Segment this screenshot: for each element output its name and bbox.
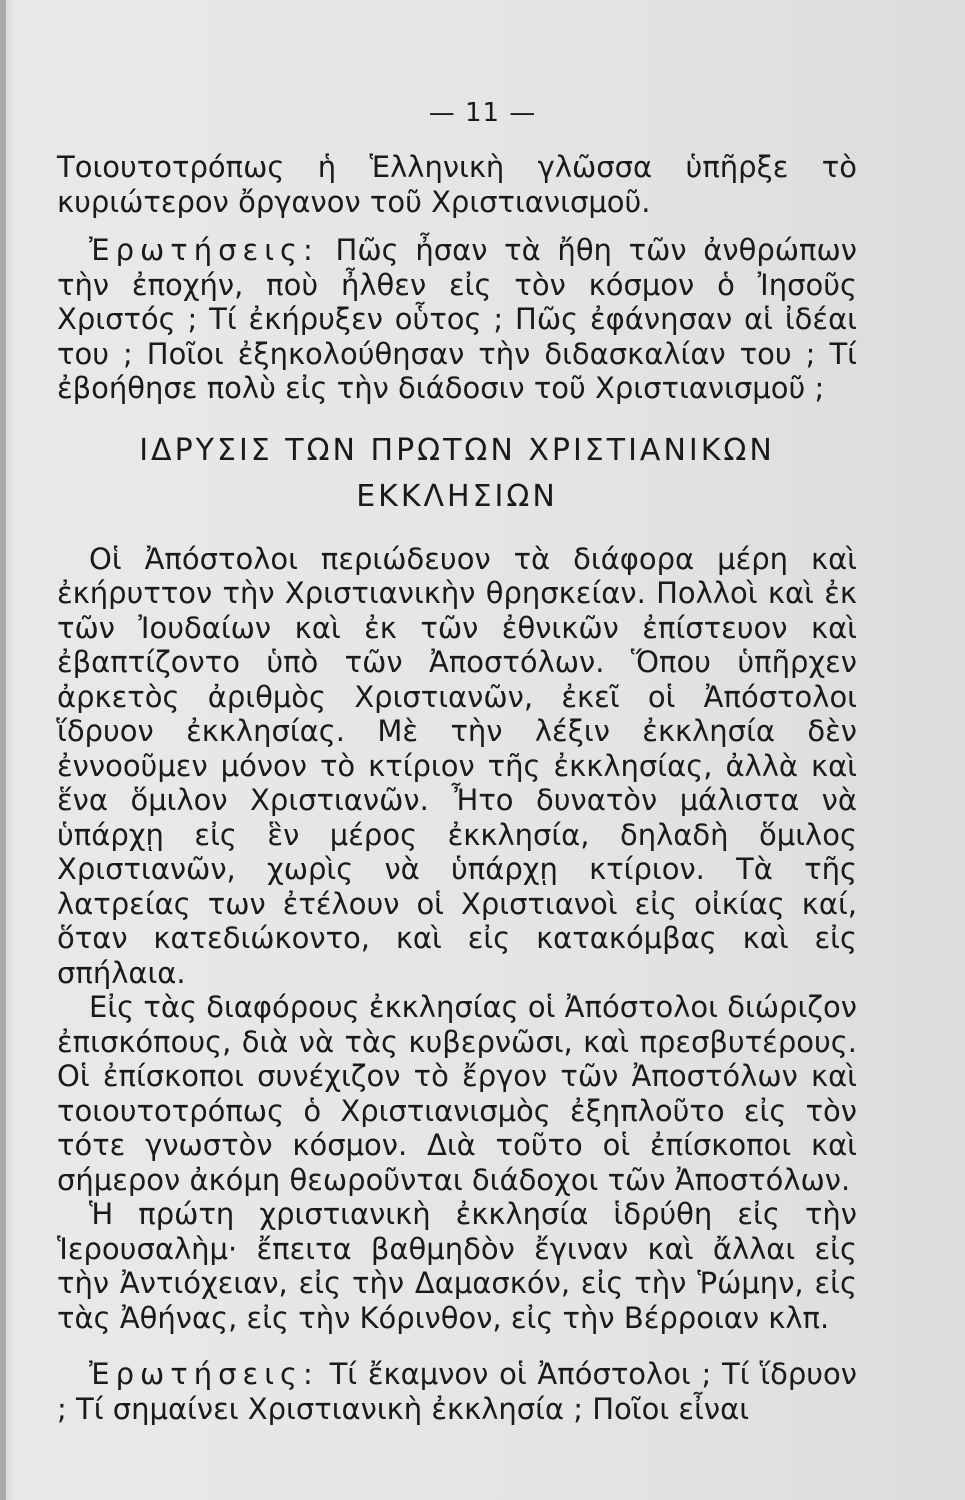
text-block — [57, 150, 857, 1426]
page-number: — 11 — — [428, 98, 537, 128]
spacer — [57, 520, 857, 542]
questions-text: Τί ἔκαμνον οἱ Ἀπόστολοι ; Τί ἵδρυον ; Τί σημαίνει Χριστιανικὴ ἐκκλησία ; Ποῖοι εἶναι — [57, 1357, 857, 1426]
paragraph-first-church: Ἡ πρώτη χριστιανικὴ ἐκκλησία ἱδρύθη εἰς τὴν Ἱερουσαλὴμ· ἔπειτα βαθμηδὸν ἔγιναν καὶ ἄλλαι εἰς τὴν Ἀντιόχειαν, εἰς τὴν Δαμασκόν, εἰς τὴν Ῥώμην, εἰς τὰς Ἀθήνας, εἰς τὴν Κόρινθον, εἰς τὴν Βέρροιαν κλπ. — [57, 1197, 857, 1335]
spacer — [57, 1335, 857, 1357]
paragraph-apostles: Οἱ Ἀπόστολοι περιώδευον τὰ διάφορα μέρη καὶ ἐκήρυττον τὴν Χριστιανικὴν θρησκείαν. Πολλοὶ καὶ ἐκ τῶν Ἰουδαίων καὶ ἐκ τῶν ἐθνικῶν ἐπίστευον καὶ ἐβαπτίζοντο ὑπὸ τῶν Ἀποστόλων. Ὅπου ὑπῆρχεν ἀρκετὸς ἀριθμὸς Χριστιανῶν, ἐκεῖ οἱ Ἀπόστολοι ἵδρυον ἐκκλησίας. Μὲ τὴν λέξιν ἐκκλησία δὲν ἐννοοῦμεν μόνον τὸ κτίριον τῆς ἐκκλησίας, ἀλλὰ καὶ ἕνα ὅμιλον Χριστιανῶν. Ἦτο δυνατὸν μάλιστα νὰ ὑπάρχῃ εἰς ἓν μέρος ἐκκλησία, δηλαδὴ ὅμιλος Χριστιανῶν, χωρὶς νὰ ὑπάρχῃ κτίριον. Τὰ τῆς λατρείας των ἐτέλουν οἱ Χριστιανοὶ εἰς οἰκίας καί, ὅταν κατεδιώκοντο, καὶ εἰς κατακόμβας καὶ εἰς σπήλαια. — [57, 541, 857, 990]
binding-edge — [0, 0, 6, 1500]
section-heading-line-2: ΕΚΚΛΗΣΙΩΝ — [356, 478, 558, 514]
paragraph-bishops: Εἰς τὰς διαφόρους ἐκκλησίας οἱ Ἀπόστολοι διώριζον ἐπισκόπους, διὰ νὰ τὰς κυβερνῶσι, καὶ πρεσβυτέρους. Οἱ ἐπίσκοποι συνέχιζον τὸ ἔργον τῶν Ἀποστόλων καὶ τοιουτοτρόπως ὁ Χριστιανισμὸς ἐξηπλοῦτο εἰς τὸν τότε γνωστὸν κόσμον. Διὰ τοῦτο οἱ ἐπίσκοποι καὶ σήμερον ἀκόμη θεωροῦνται διάδοχοι τῶν Ἀποστόλων. — [57, 990, 857, 1197]
spacer — [57, 406, 857, 428]
questions-label: Ἐρωτήσεις: — [89, 1357, 319, 1391]
questions-label: Ἐρωτήσεις: — [89, 233, 319, 267]
paragraph-intro-conclusion: Τοιουτοτρόπως ἡ Ἑλληνικὴ γλῶσσα ὑπῆρξε τὸ κυριώτερον ὄργανον τοῦ Χριστιανισμοῦ. — [57, 150, 857, 219]
section-heading-line-1: ΙΔΡΥΣΙΣ ΤΩΝ ΠΡΩΤΩΝ ΧΡΙΣΤΙΑΝΙΚΩΝ — [139, 432, 775, 468]
questions-paragraph-2 — [57, 1357, 857, 1426]
questions-paragraph-1 — [57, 233, 857, 406]
questions-text: Πῶς ἦσαν τὰ ἤθη τῶν ἀνθρώπων τὴν ἐποχήν, ποὺ ἦλθεν εἰς τὸν κόσμον ὁ Ἰησοῦς Χριστός ; Τί ἐκήρυξεν οὗτος ; Πῶς ἐφάνησαν αἱ ἰδέαι του ; Ποῖοι ἐξηκολούθησαν τὴν διδασκαλίαν του ; Τί ἐβοήθησε πολὺ εἰς τὴν διάδοσιν τοῦ Χριστιανισμοῦ ; — [57, 233, 857, 405]
spacer — [57, 219, 857, 233]
